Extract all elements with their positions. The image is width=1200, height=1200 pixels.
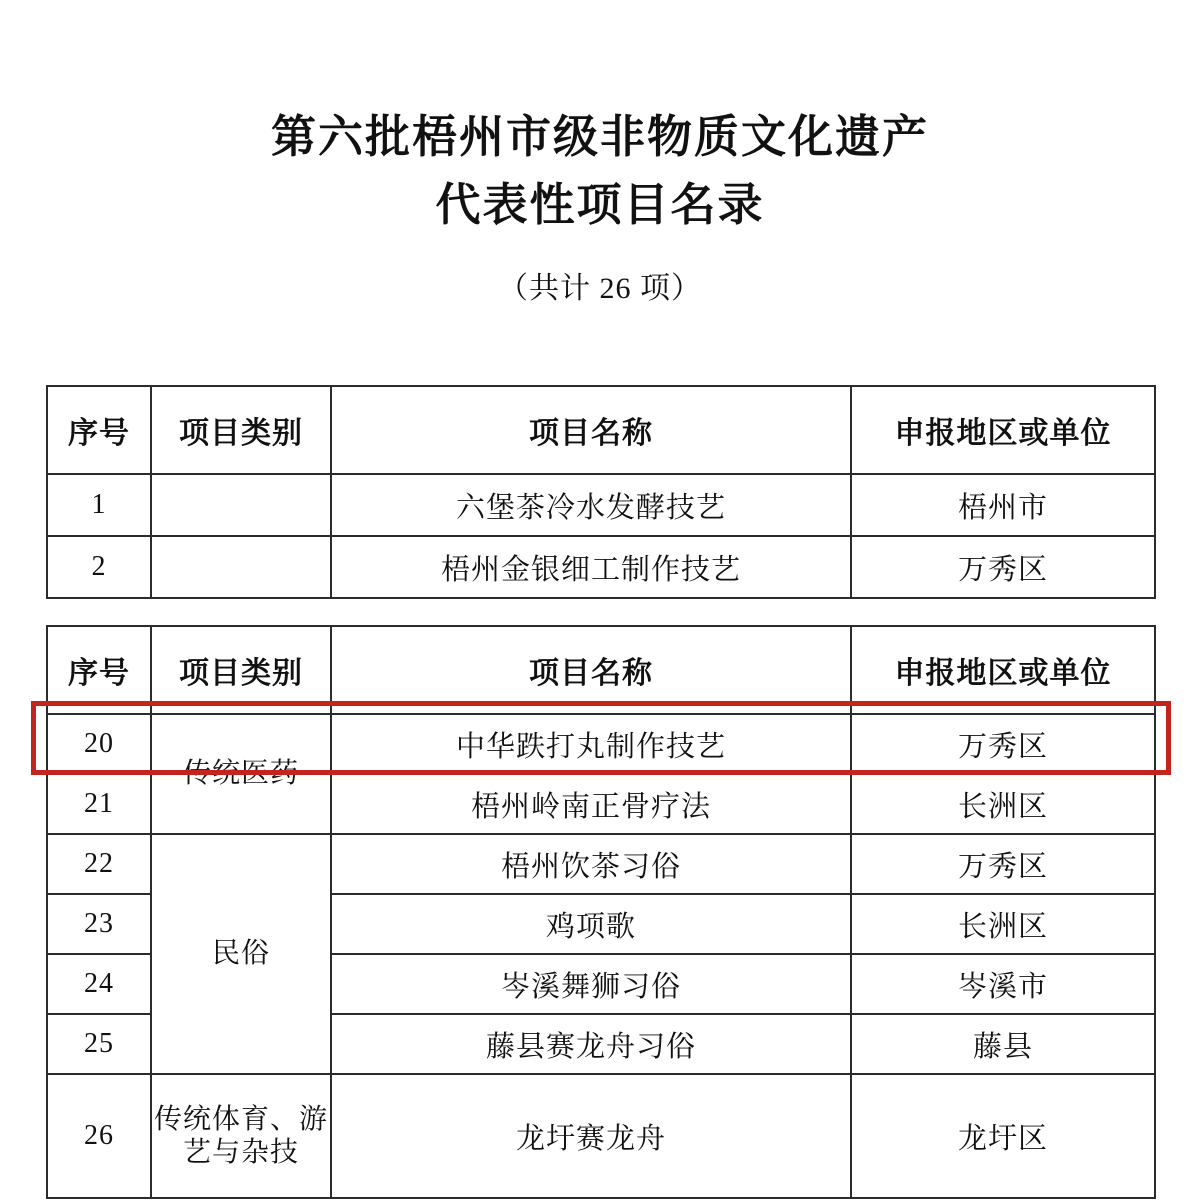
cell-org: 龙圩区 — [851, 1074, 1155, 1198]
cell-name: 岑溪舞狮习俗 — [331, 954, 851, 1014]
cell-no: 25 — [47, 1014, 151, 1074]
cell-name: 梧州金银细工制作技艺 — [331, 536, 851, 598]
table-row — [47, 474, 1155, 536]
table-bottom — [46, 625, 1156, 1199]
column-header-no: 序号 — [47, 626, 151, 714]
table-row — [47, 714, 1155, 774]
cell-no: 23 — [47, 894, 151, 954]
table-top-wrapper — [46, 385, 1154, 599]
table-top-body — [47, 474, 1155, 598]
column-header-no: 序号 — [47, 386, 151, 474]
cell-no: 2 — [47, 536, 151, 598]
cell-no: 20 — [47, 714, 151, 774]
cell-org: 长洲区 — [851, 894, 1155, 954]
cell-name: 鸡项歌 — [331, 894, 851, 954]
column-header-category: 项目类别 — [151, 386, 331, 474]
table-top-header — [47, 386, 1155, 474]
cell-no: 22 — [47, 834, 151, 894]
page-title-line-2: 代表性项目名录 — [435, 179, 765, 230]
cell-name: 藤县赛龙舟习俗 — [331, 1014, 851, 1074]
cell-org: 万秀区 — [851, 714, 1155, 774]
table-header-row — [47, 626, 1155, 714]
cell-category — [151, 474, 331, 536]
cell-no: 1 — [47, 474, 151, 536]
column-header-name: 项目名称 — [331, 386, 851, 474]
cell-no: 21 — [47, 774, 151, 834]
column-header-name: 项目名称 — [331, 626, 851, 714]
table-header-row — [47, 386, 1155, 474]
cell-name: 梧州饮茶习俗 — [331, 834, 851, 894]
table-row — [47, 536, 1155, 598]
cell-name: 中华跌打丸制作技艺 — [331, 714, 851, 774]
page-title — [0, 104, 1200, 239]
cell-org: 万秀区 — [851, 834, 1155, 894]
cell-category-folklore: 民俗 — [151, 834, 331, 1074]
cell-org: 长洲区 — [851, 774, 1155, 834]
table-row — [47, 1074, 1155, 1198]
cell-name: 六堡茶冷水发酵技艺 — [331, 474, 851, 536]
cell-no: 24 — [47, 954, 151, 1014]
cell-name: 龙圩赛龙舟 — [331, 1074, 851, 1198]
column-header-org: 申报地区或单位 — [851, 626, 1155, 714]
cell-category-sports: 传统体育、游艺与杂技 — [151, 1074, 331, 1198]
cell-org: 藤县 — [851, 1014, 1155, 1074]
cell-no: 26 — [47, 1074, 151, 1198]
cell-category-medicine: 传统医药 — [151, 714, 331, 834]
table-bottom-header — [47, 626, 1155, 714]
cell-category — [151, 536, 331, 598]
cell-name: 梧州岭南正骨疗法 — [331, 774, 851, 834]
table-row — [47, 834, 1155, 894]
table-top — [46, 385, 1156, 599]
title-block — [0, 0, 1200, 307]
table-bottom-body — [47, 714, 1155, 1198]
page-title-line-1: 第六批梧州市级非物质文化遗产 — [270, 112, 929, 162]
column-header-category: 项目类别 — [151, 626, 331, 714]
page-subtitle: （共计 26 项） — [498, 272, 702, 305]
cell-org: 岑溪市 — [851, 954, 1155, 1014]
column-header-org: 申报地区或单位 — [851, 386, 1155, 474]
table-bottom-wrapper — [46, 625, 1154, 1199]
cell-org: 万秀区 — [851, 536, 1155, 598]
cell-org: 梧州市 — [851, 474, 1155, 536]
